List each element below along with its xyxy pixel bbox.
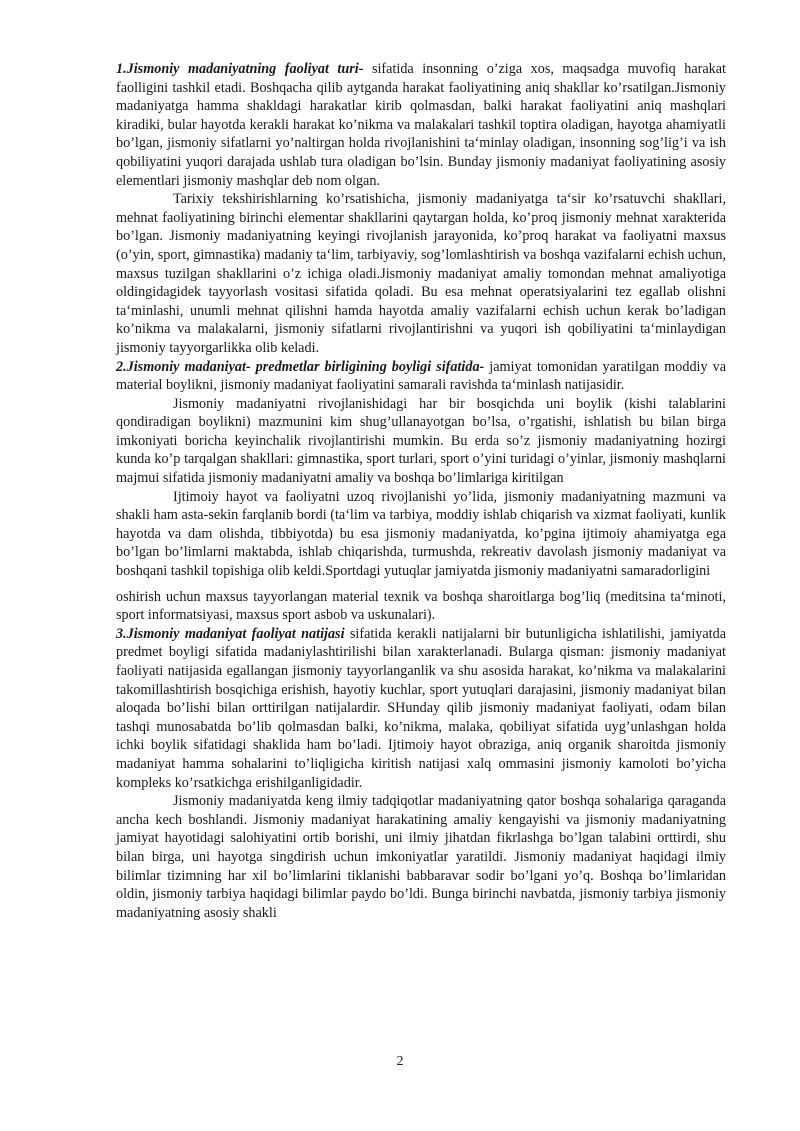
section-2-heading: 2.Jismoniy madaniyat- predmetlar birligining boyligi sifatida-: [116, 358, 485, 375]
paragraph-7: [116, 625, 726, 792]
paragraph-3: [116, 358, 726, 395]
paragraph-1: [116, 60, 726, 190]
paragraph-3-text: jamiyat tomonidan yaratilgan moddiy va material boylikni, jismoniy madaniyat faoliyatini samarali ravishda ta‘minlash natijasidir.: [116, 358, 726, 394]
paragraph-8: [116, 792, 726, 922]
paragraph-8-text: Jismoniy madaniyatda keng ilmiy tadqiqotlar madaniyatning qator boshqa sohalariga qaraganda ancha kech boshlandi. Jismoniy madaniyat harakatining amaliy kengayishi va jismoniy madaniyatning jamiyat hayotidagi salohiyatini ortib borishi, uni ilmiy jihatdan fikrlashga bo’lgan talabini orttirdi, shu bilan birga, uni hayotga singdirish uchun imkoniyatlar yaratildi. Jismoniy madaniyat haqidagi ilmiy bilimlar tizimning har xil bo’limlarini tiklanishi babbaravar sodir bo’lgani yo’q. Boshqa bo’limlaridan oldin, jismoniy tarbiya haqidagi bilimlar paydo bo’ldi. Bunga birinchi navbatda, jismoniy tarbiya jismoniy madaniyatning asosiy shakli: [116, 793, 726, 921]
paragraph-5: [116, 488, 726, 581]
paragraph-6-text: oshirish uchun maxsus tayyorlangan material texnik va boshqa sharoitlarga bog’liq (meditsina ta‘minoti, sport informatsiyasi, maxsus sport asbob va uskunalari).: [116, 588, 726, 624]
document-page: [116, 60, 726, 922]
section-3-heading: 3.Jismoniy madaniyat faoliyat natijasi: [116, 625, 345, 642]
paragraph-2-text: Tarixiy tekshirishlarning ko’rsatishicha, jismoniy madaniyatga ta‘sir ko’rsatuvchi shakllari, mehnat faoliyatining birinchi elementar shakllarini qaytargan holda, ko’proq jismoniy mehnat xarakterida bo’lgan. Jismoniy madaniyatning keyingi rivojlanish jarayonida, ko’proq harakat va faoliyatni maxsus (o’yin, sport, gimnastika) madaniy ta‘lim, tarbiyaviy, sog’lomlashtirish va boshqa vazifalarni echish uchun, maxsus tuzilgan shakllarini o’z ichiga oladi.Jismoniy madaniyat amaliy tomondan mehnat amaliyotiga oldingidagidek tayyorlash vositasi sifatida qoladi. Bu esa mehnat operatsiyalarini tez egallab olishni ta‘minlashi, unumli mehnat qilishni hamda hayotda amaliy vazifalarni echish uchun kerak bo’ladigan ko’nikma va malakalarni, jismoniy sifatlarni rivojlantirishni va yuqori ish qobiliyatini ta‘minlaydigan jismoniy tayyorgarlikka olib keladi.: [116, 191, 726, 356]
page-number: 2: [396, 1054, 404, 1069]
section-1-heading: 1.Jismoniy madaniyatning faoliyat turi-: [116, 61, 364, 77]
paragraph-1-text: sifatida insonning o’ziga xos, maqsadga muvofiq harakat faolligini tashkil etadi. Boshqacha qilib aytganda harakat faoliyatining aniq shakllar ko’rsatilgan.Jismoniy madaniyatga hamma shakldagi harakatlar kirib qolmasdan, balki harakat faoliyatini aniq mashqlari kiradiki, bular hayotda kerakli harakat ko’nikma va malakalari tashkil toptira oladigan, hayotga ahamiyatli bo’lgan, jismoniy sifatlarni yo’naltirgan holda rivojlanishini ta‘minlay oladigan, insonning sog’lig’i va ish qobiliyatini yuqori darajada ushlab tura oladigan bo’lsin. Bunday jismoniy madaniyat faoliyatining asosiy elementlari jismoniy mashqlar deb nom olgan.: [116, 61, 726, 189]
paragraph-7-text: sifatida kerakli natijalarni bir butunligicha ishlatilishi, jamiyatda predmet boyligi sifatida madaniylashtirilishi bilan xarakterlanadi. Bularga qisman: jismoniy madaniyat faoliyati natijasida egallangan jismoniy tayyorlanganlik va shu asosida harakat, ko’nikma va malakalarini takomillashtirish bosqichiga erishish, hayotiy kuchlar, sport yutuqlari darajasini, jismoniy madaniyat bilan aloqada bo’lishi bilan orttirilgan natijalardir. SHunday qilib jismoniy madaniyat faoliyati, odam bilan tashqi munosabatda bo’lib qolmasdan balki, ko’nikma, malaka, qobiliyat sifatida uyg’unlashgan holda ichki boylik sifatidagi shaklida ham bo’ladi. Ijtimoiy hayot obraziga, aniq organik sharoitda jismoniy madaniyat hamma sohalarini to’liqligicha kiritish natijasi xalq ommasini jismoniy kamoloti bo’yicha kompleks ko’rsatkichga erishilganligidadir.: [116, 625, 726, 791]
paragraph-6: [116, 588, 726, 625]
paragraph-4: [116, 395, 726, 488]
paragraph-2: [116, 190, 726, 357]
paragraph-4-text: Jismoniy madaniyatni rivojlanishidagi har bir bosqichda uni boylik (kishi talablarini qondiradigan boylikni) mazmunini kim shug’ullanayotgan bo’lsa, o’rgatishi, ishlatish bu bilan birga imkoniyati boricha keyinchalik rivojlantirishi mumkin. Bu erda so’z jismoniy madaniyatning hozirgi kunda ko’p tarqalgan shakllari: gimnastika, sport turlari, sport o’yini turidagi o’yinlar, jismoniy mashqlarni majmui sifatida jismoniy madaniyatni amaliy va boshqa bo’limlariga kiritilgan: [116, 395, 726, 487]
paragraph-5-text: Ijtimoiy hayot va faoliyatni uzoq rivojlanishi yo’lida, jismoniy madaniyatning mazmuni va shakli ham asta-sekin farqlanib bordi (ta‘lim va tarbiya, moddiy ishlab chiqarish va xizmat faoliyati, kunlik hayotda va dam olishda, tibbiyotda) bu esa jismoniy madaniyatda, ko’pgina ijtimoiy ahamiyatga ega bo’lgan bo’limlarni maktabda, ishlab chiqarishda, turmushda, rekreativ davolash jismoniy madaniyat va boshqani tashkil topishiga olib keldi.Sportdagi yutuqlar jamiyatda jismoniy madaniyatni samaradorligini: [116, 488, 726, 580]
